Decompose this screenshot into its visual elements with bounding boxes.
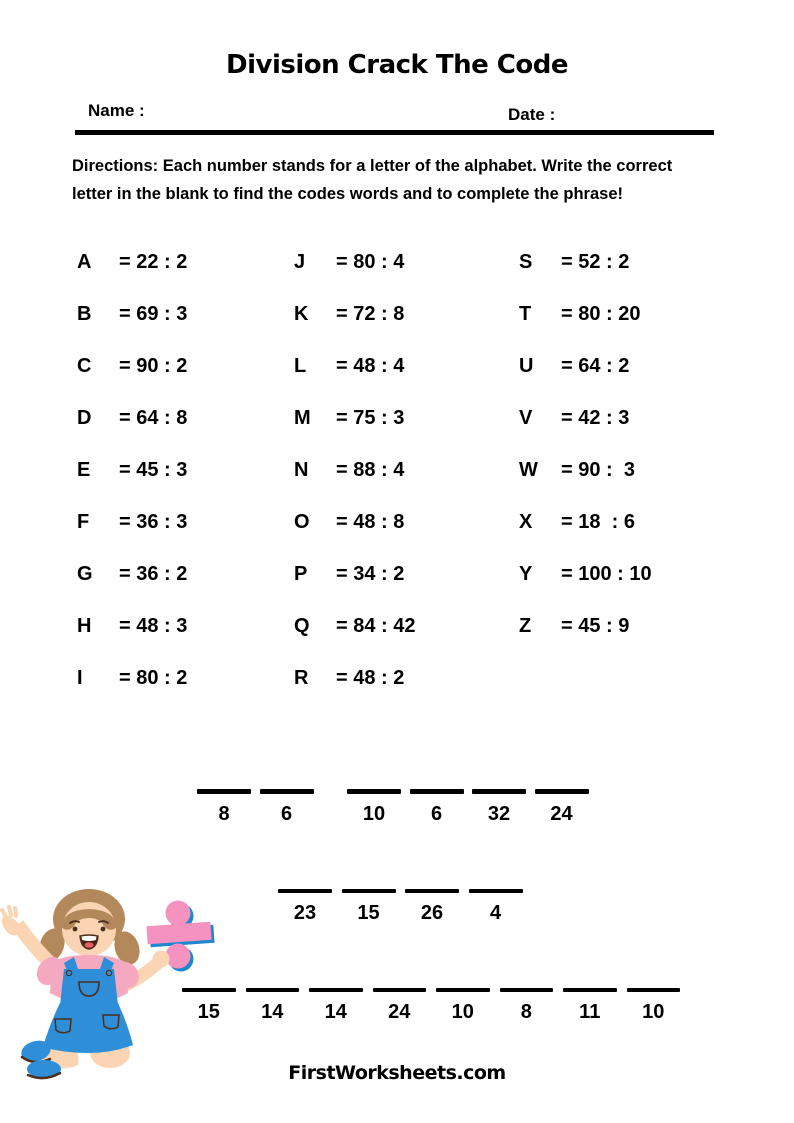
code-letter: H [77, 614, 92, 637]
blank-number: 10 [642, 1001, 665, 1023]
code-letter: N [294, 459, 309, 481]
blank-line [436, 988, 490, 993]
code-letter: C [77, 355, 92, 378]
code-letter: M [294, 407, 311, 430]
answer-blank[interactable] [347, 789, 401, 826]
code-value: = 36 : 3 [119, 510, 188, 533]
code-entry-r [294, 652, 416, 704]
answer-blank[interactable] [410, 789, 464, 826]
blank-number: 14 [324, 1001, 347, 1023]
blank-number: 11 [579, 1001, 601, 1023]
code-letter: D [77, 407, 92, 430]
directions-line-2: letter in the blank to find the codes words and to complete the phrase! [72, 185, 623, 203]
code-entry-p [294, 548, 416, 600]
code-entry-o [294, 496, 416, 548]
code-letter: Z [519, 614, 532, 637]
code-letter: J [294, 251, 306, 274]
directions-line-1: Directions: Each number stands for a letter of the alphabet. Write the correct [72, 157, 673, 175]
directions-text [72, 152, 672, 208]
code-entry-l [294, 341, 416, 393]
answer-blank[interactable] [405, 889, 459, 926]
code-letter: B [77, 303, 92, 326]
code-letter: I [77, 666, 83, 689]
blank-number: 10 [451, 1001, 474, 1023]
code-letter: O [294, 510, 310, 533]
blank-number: 4 [489, 902, 502, 924]
code-entry-t [519, 289, 652, 341]
code-value: = 72 : 8 [336, 303, 405, 326]
code-letter: U [519, 355, 534, 378]
code-letter: Y [519, 562, 533, 585]
answer-blank[interactable] [278, 889, 332, 926]
code-value: = 80 : 20 [561, 303, 641, 326]
blank-line [342, 889, 396, 894]
code-entry-a [77, 237, 187, 289]
blank-number: 24 [550, 802, 573, 825]
code-entry-u [519, 341, 652, 393]
code-value: = 100 : 10 [561, 562, 652, 585]
footer-site-name: FirstWorksheets.com [288, 1062, 506, 1084]
blank-line [347, 789, 401, 794]
code-value: = 64 : 8 [119, 407, 188, 430]
blank-line [260, 789, 314, 794]
code-key-column-2 [294, 237, 416, 704]
blank-number: 15 [197, 1001, 220, 1023]
code-letter: L [294, 355, 307, 378]
code-value: = 18 : 6 [561, 510, 635, 533]
code-entry-m [294, 393, 416, 445]
code-entry-s [519, 237, 652, 289]
answer-blank[interactable] [197, 789, 251, 826]
header-divider-rule [75, 130, 714, 135]
answer-blank[interactable] [436, 988, 490, 1025]
answer-row-3 [182, 988, 680, 1025]
code-letter: S [519, 251, 533, 274]
blank-line [309, 988, 363, 993]
code-entry-x [519, 496, 652, 548]
blank-number: 23 [293, 902, 317, 924]
code-letter: E [77, 459, 91, 481]
code-entry-g [77, 548, 187, 600]
code-entry-n [294, 445, 416, 497]
code-entry-k [294, 289, 416, 341]
code-letter: Q [294, 614, 310, 637]
answer-blank[interactable] [535, 789, 589, 826]
answer-word [197, 789, 314, 826]
blank-number: 6 [280, 802, 293, 825]
code-value: = 69 : 3 [119, 303, 188, 326]
blank-line [410, 789, 464, 794]
answer-blank[interactable] [563, 988, 617, 1025]
code-value: = 52 : 2 [561, 251, 630, 274]
blank-line [246, 988, 300, 993]
code-value: = 80 : 4 [336, 251, 405, 274]
blank-line [278, 889, 332, 894]
code-value: = 36 : 2 [119, 562, 188, 585]
answer-word [347, 789, 589, 826]
page-title: Division Crack The Code [226, 50, 568, 80]
blank-number: 32 [487, 802, 511, 825]
code-entry-z [519, 600, 652, 652]
code-entry-b [77, 289, 187, 341]
blank-line [197, 789, 251, 794]
answer-blank[interactable] [373, 988, 427, 1025]
code-entry-y [519, 548, 652, 600]
code-letter: F [77, 510, 90, 533]
code-key-column-3 [519, 237, 652, 652]
code-letter: A [77, 251, 92, 274]
blank-line [472, 789, 526, 794]
blank-number: 8 [218, 802, 230, 825]
answer-word [278, 889, 523, 926]
blank-number: 24 [388, 1001, 411, 1023]
code-entry-f [77, 496, 187, 548]
code-entry-c [77, 341, 187, 393]
code-value: = 45 : 3 [119, 459, 188, 481]
answer-blank[interactable] [260, 789, 314, 826]
code-entry-e [77, 445, 187, 497]
code-letter: G [77, 562, 93, 585]
code-key-column-1 [77, 237, 187, 704]
code-entry-i [77, 652, 187, 704]
blank-line [563, 988, 617, 993]
answer-blank[interactable] [469, 889, 523, 926]
blank-number: 15 [357, 902, 380, 924]
code-value: = 90 : 2 [119, 355, 188, 378]
blank-line [405, 889, 459, 894]
blank-number: 26 [420, 902, 444, 924]
answer-blank[interactable] [342, 889, 396, 926]
code-entry-q [294, 600, 416, 652]
code-value: = 45 : 9 [561, 614, 630, 637]
code-value: = 84 : 42 [336, 614, 416, 637]
code-entry-h [77, 600, 187, 652]
code-letter: T [519, 303, 532, 326]
code-value: = 64 : 2 [561, 355, 630, 378]
code-value: = 75 : 3 [336, 407, 405, 430]
answer-blank[interactable] [246, 988, 300, 1025]
code-entry-d [77, 393, 187, 445]
blank-number: 14 [261, 1001, 284, 1023]
code-value: = 48 : 4 [336, 355, 405, 378]
code-letter: W [519, 459, 538, 481]
blank-line [500, 988, 554, 993]
answer-row-1 [197, 789, 589, 826]
blank-line [535, 789, 589, 794]
answer-row-2 [278, 889, 523, 926]
blank-number: 6 [430, 802, 443, 825]
code-value: = 22 : 2 [119, 251, 188, 274]
name-label: Name : [88, 101, 145, 120]
blank-line [373, 988, 427, 993]
code-letter: V [519, 407, 533, 430]
code-value: = 34 : 2 [336, 562, 405, 585]
code-value: = 88 : 4 [336, 459, 405, 481]
code-value: = 42 : 3 [561, 407, 630, 430]
answer-blank[interactable] [472, 789, 526, 826]
answer-blank[interactable] [309, 988, 363, 1025]
code-value: = 90 : 3 [561, 459, 635, 481]
code-value: = 80 : 2 [119, 666, 188, 689]
code-entry-j [294, 237, 416, 289]
code-value: = 48 : 8 [336, 510, 405, 533]
blank-number: 10 [362, 802, 386, 825]
date-label: Date : [508, 105, 556, 124]
blank-line [627, 988, 681, 993]
answer-word [182, 988, 680, 1025]
code-letter: R [294, 666, 309, 689]
code-value: = 48 : 2 [336, 666, 405, 689]
blank-line [469, 889, 523, 894]
girl-with-division-symbol-illustration [0, 885, 215, 1085]
code-entry-w [519, 445, 652, 497]
code-letter: K [294, 303, 309, 326]
answer-blank[interactable] [627, 988, 681, 1025]
code-entry-v [519, 393, 652, 445]
answer-blank[interactable] [500, 988, 554, 1025]
code-letter: X [519, 510, 533, 533]
code-letter: P [294, 562, 308, 585]
code-value: = 48 : 3 [119, 614, 188, 637]
blank-number: 8 [520, 1001, 532, 1023]
